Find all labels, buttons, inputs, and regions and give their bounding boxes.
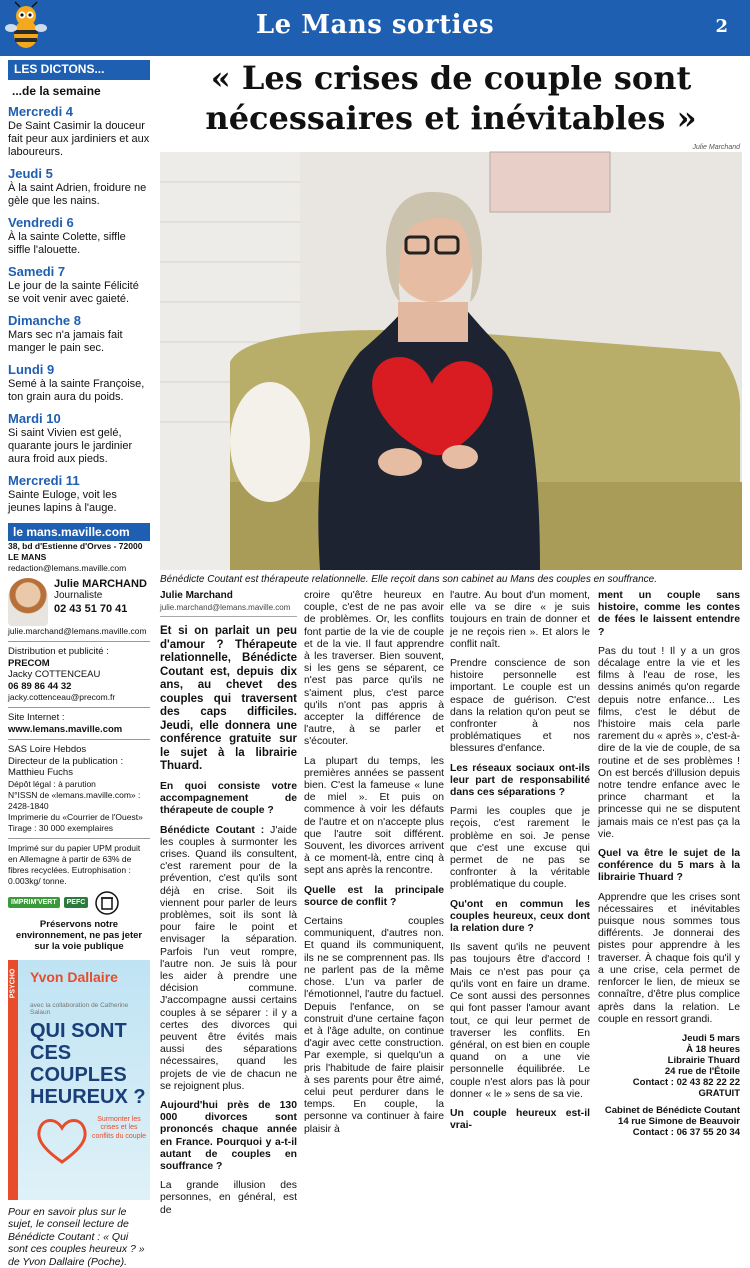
book-title: QUI SONT CES COUPLES HEUREUX ? [30, 1020, 148, 1108]
interview-question: Aujourd'hui près de 130 000 divorces sont prononcés chaque année en France. Pourquoi y a-t-il autant de couples en souffrance ? [160, 1100, 297, 1173]
practice-info [598, 1105, 740, 1138]
site-url: www.lemans.maville.com [8, 724, 150, 736]
legal-line: Imprimerie du «Courrier de l'Ouest» [8, 812, 150, 823]
journalist-name: Julie MARCHAND [54, 578, 147, 590]
dicton-day: Lundi 9 [8, 362, 150, 377]
journalist-card [8, 578, 150, 626]
photo-credit: Julie Marchand [693, 144, 740, 151]
dicton-text: À la saint Adrien, froidure ne gèle que les nains. [8, 182, 150, 208]
article-column-4 [598, 590, 740, 1138]
dicton-item [8, 264, 150, 306]
dicton-day: Mardi 10 [8, 411, 150, 426]
interview-question: En quoi consiste votre accompagnement de thérapeute de couple ? [160, 781, 297, 818]
interview-answer: Parmi les couples que je reçois, c'est rarement le problème en soi. Je pense que c'est une excuse qui permet de ne pas se confronter à la véritable problématique du couple. [450, 806, 590, 891]
book-cover [8, 960, 150, 1200]
journalist-email: julie.marchand@lemans.maville.com [8, 626, 150, 637]
dicton-item [8, 166, 150, 208]
speaker-name: Bénédicte Coutant : [160, 825, 264, 836]
dicton-day: Mercredi 4 [8, 104, 150, 119]
dicton-text: Sainte Euloge, voit les jeunes lapins à l'auge. [8, 489, 150, 515]
practice-contact: Contact : 06 37 55 20 34 [598, 1127, 740, 1138]
practice-name: Cabinet de Bénédicte Coutant [598, 1105, 740, 1116]
practice-address: 14 rue Simone de Beauvoir [598, 1116, 740, 1127]
certifications [8, 891, 150, 915]
distribution-company: PRECOM [8, 658, 150, 670]
interview-question: Quel va être le sujet de la conférence du 5 mars à la librairie Thuard ? [598, 848, 740, 885]
article-column-2 [304, 590, 444, 1143]
article-lead: Et si on parlait un peu d'amour ? Thérapeute relationnelle, Bénédicte Coutant est, depuis dix ans, au chevet des couples qui traversent des caps difficiles. Jeudi, elle donnera une conférence gratuite sur le sujet à la librairie Thuard. [160, 625, 297, 774]
event-time: À 18 heures [598, 1044, 740, 1055]
dicton-day: Vendredi 6 [8, 215, 150, 230]
newsroom-email: redaction@lemans.maville.com [8, 563, 150, 574]
pefc-badge: PEFC [64, 897, 89, 908]
byline-email: julie.marchand@lemans.maville.com [160, 602, 297, 617]
legal-line: N°ISSN de «lemans.maville.com» : 2428-1840 [8, 790, 150, 812]
dicton-text: Le jour de la sainte Félicité se voit venir avec gaieté. [8, 280, 150, 306]
paragraph: La plupart du temps, les premières années se passent bien. C'est la fameuse « lune de miel ». Et puis on commence à voir les défauts de l'autre et on n'accepte plus que l'autre soit différent. Souvent, les divorces arrivent à ce moment-là, entre cinq à sept ans après la rencontre. [304, 756, 444, 878]
publisher: SAS Loire Hebdos [8, 744, 150, 756]
divider [8, 739, 150, 740]
divider [8, 838, 150, 839]
legal-line: Dépôt légal : à parution [8, 779, 150, 790]
article-column-1 [160, 590, 297, 1224]
journalist-avatar [8, 578, 48, 626]
article-column-3 [450, 590, 590, 1139]
journalist-role: Journaliste [54, 590, 147, 601]
dicton-item [8, 362, 150, 404]
book-spine-stripe [8, 960, 18, 1200]
paper-note: Imprimé sur du papier UPM produit en Allemagne à partir de 63% de fibres recyclées. Eutrophisation : 0.003kg/ tonne. [8, 843, 150, 887]
imprimvert-badge: IMPRIM'VERT [8, 897, 60, 908]
photo-caption: Bénédicte Coutant est thérapeute relationnelle. Elle reçoit dans son cabinet au Mans des couples en souffrance. [160, 574, 742, 585]
interview-question: Les réseaux sociaux ont-ils leur part de responsabilité dans ces séparations ? [450, 763, 590, 800]
heart-icon [32, 1110, 92, 1170]
event-date: Jeudi 5 mars [598, 1033, 740, 1044]
divider [8, 641, 150, 642]
dicton-text: À la sainte Colette, siffle siffle l'alouette. [8, 231, 150, 257]
interview-question: Quelle est la principale source de conflit ? [304, 885, 444, 909]
book-author: Yvon Dallaire [30, 970, 118, 985]
dicton-day: Mercredi 11 [8, 473, 150, 488]
dicton-item [8, 215, 150, 257]
article-headline: « Les crises de couple sont nécessaires et inévitables » [158, 58, 744, 138]
address: 38, bd d'Estienne d'Orves - 72000 LE MANS [8, 541, 150, 563]
event-address: 24 rue de l'Étoile [598, 1066, 740, 1077]
dicton-text: Mars sec n'a jamais fait manger le pain sec. [8, 329, 150, 355]
interview-answer: Certains couples communiquent, d'autres non. Et quand ils communiquent, ils ne se comprennent pas. Ils ne parlent pas de la même chose. L'un va parler de l'émotionnel, l'autre du factuel. Depuis l'enfance, on se construit d'une certaine façon et à l'âge adulte, on continue d'agir avec cette construction. Par exemple, si quelqu'un a pris l'habitude de faire plaisir à ses parents pour être aimé, celui peut perdurer dans le temps. En couple, la personne va continuer à faire plaisir à [304, 916, 444, 1136]
distribution-contact: Jacky COTTENCEAU [8, 669, 150, 681]
event-price: GRATUIT [598, 1088, 740, 1099]
interview-answer: La grande illusion des personnes, en général, est de [160, 1180, 297, 1217]
article-photo [160, 152, 742, 570]
sidebar [8, 60, 150, 1118]
recycle-bin-icon [92, 891, 122, 915]
director-label: Directeur de la publication : [8, 756, 150, 768]
paragraph: croire qu'être heureux en couple, c'est de ne pas avoir de problèmes. Or, les conflits font partie de la vie de couple et de la vie. Il faut apprendre à les traverser. Bien souvent, si les gens se séparent, ce n'est pas parce qu'ils ne s'aiment plus, c'est parce qu'ils n'ont pas appris à accepter la différence de l'autre, à se parler et s'écouter. [304, 590, 444, 749]
answer-text: J'aide les couples à surmonter les crises. Quand ils consultent, c'est rarement pour de la prévention, c'est qu'ils sont déjà en crise. Soit ils viennent pour parler de leurs problèmes, soit ils sont là pour faire le point et envisager la séparation. Parfois l'un veut rompre, l'autre non. Je suis là pour les aider à prendre une décision commune. J'accompagne aussi certains couples à se séparer : il y a certes des divorces qui peuvent être évités mais aussi des séparations nécessaires, quand les projets de vie de chacun ne se rejoignent plus. [160, 825, 297, 1092]
book-category: PSYCHO [9, 968, 16, 998]
dicton-day: Dimanche 8 [8, 313, 150, 328]
event-info [598, 1033, 740, 1099]
section-title: Le Mans sorties [0, 10, 750, 40]
dicton-day: Samedi 7 [8, 264, 150, 279]
maville-brand: le mans.maville.com [8, 523, 150, 541]
dicton-item [8, 313, 150, 355]
interview-answer: Ils savent qu'ils ne peuvent pas toujours être d'accord ! Mais ce n'est pas pour ça qu'ils vont en faire un drame. Ce sont aussi des personnes qui font passer l'amour avant tout, ce qui leur permet de traverser les conflits. En général, on est bien en couple quand on a une vie personnelle équilibrée. Le couple n'est alors pas là pour donner « le » sens de sa vie. [450, 942, 590, 1101]
dicton-item [8, 104, 150, 159]
environment-note: Préservons notre environnement, ne pas jeter sur la voie publique [8, 919, 150, 952]
distribution-phone: 06 89 86 44 32 [8, 681, 150, 693]
site-label: Site Internet : [8, 712, 150, 724]
dicton-day: Jeudi 5 [8, 166, 150, 181]
byline-author: Julie Marchand [160, 590, 297, 602]
dicton-text: De Saint Casimir la douceur fait peur aux jardiniers et aux laboureurs. [8, 120, 150, 159]
dictons-heading: LES DICTONS... [8, 60, 150, 80]
director-name: Matthieu Fuchs [8, 767, 150, 779]
page-number: 2 [715, 16, 728, 37]
interview-question: Qu'ont en commun les couples heureux, ceux dont la relation dure ? [450, 899, 590, 936]
distribution-email: jacky.cottenceau@precom.fr [8, 692, 150, 703]
divider [8, 707, 150, 708]
interview-answer: Pas du tout ! Il y a un gros décalage entre la vie et les films à l'eau de rose, les dessins animés qu'on regarde depuis notre enfance... Les films, c'est le début de l'histoire mais cela parle rarement du « après », c'est-à-dire de la vie de couple, de sa routine et de ses problèmes ! On est bercés d'illusion depuis notre tendre enfance avec le prince charmant et la princesse qui ne se disputent jamais mais ce n'est pas ça la vie. [598, 646, 740, 841]
dicton-item [8, 473, 150, 515]
dicton-text: Si saint Vivien est gelé, quarante jours le jardinier aura froid aux pieds. [8, 427, 150, 466]
journalist-phone: 02 43 51 70 41 [54, 603, 147, 615]
dictons-subheading: ...de la semaine [12, 84, 150, 98]
book-caption: Pour en savoir plus sur le sujet, le conseil lecture de Bénédicte Coutant : « Qui sont ces couples heureux ? » de Yvon Dallaire (Poche). [8, 1206, 150, 1268]
distribution-label: Distribution et publicité : [8, 646, 150, 658]
dicton-item [8, 411, 150, 466]
book-collaborator: avec la collaboration de Catherine Salaun [30, 1002, 150, 1016]
book-tagline: Surmonter les crises et les conflits du couple [90, 1116, 148, 1142]
interview-question: Un couple heureux est-il vrai- [450, 1108, 590, 1132]
event-contact: Contact : 02 43 82 22 22 [598, 1077, 740, 1088]
paragraph: Prendre conscience de son histoire personnelle est important. Le couple est un espace de guérison. C'est dans la relation qu'on peut se confronter à nos problématiques et nos blessures d'enfance. [450, 658, 590, 756]
interview-question: ment un couple sans histoire, comme les contes de fées le laissent entendre ? [598, 590, 740, 639]
dicton-text: Semé à la sainte Françoise, ton grain aura du poids. [8, 378, 150, 404]
legal-line: Tirage : 30 000 exemplaires [8, 823, 150, 834]
paragraph: l'autre. Au bout d'un moment, elle va se dire « je suis toujours en train de donner et je ne reçois rien ». Et alors le conflit naît. [450, 590, 590, 651]
event-place: Librairie Thuard [598, 1055, 740, 1066]
interview-answer [160, 825, 297, 1093]
interview-answer: Apprendre que les crises sont nécessaires et inévitables puisque nous sommes tous différents. Je donnerai des pistes pour apprendre à les traverser. À chaque fois qu'il y a une crise, cela permet de renforcer le lien, de mieux se connaître, d'être plus complice après dans la relation. Le couple en ressort grandi. [598, 892, 740, 1026]
page-header [0, 0, 750, 56]
